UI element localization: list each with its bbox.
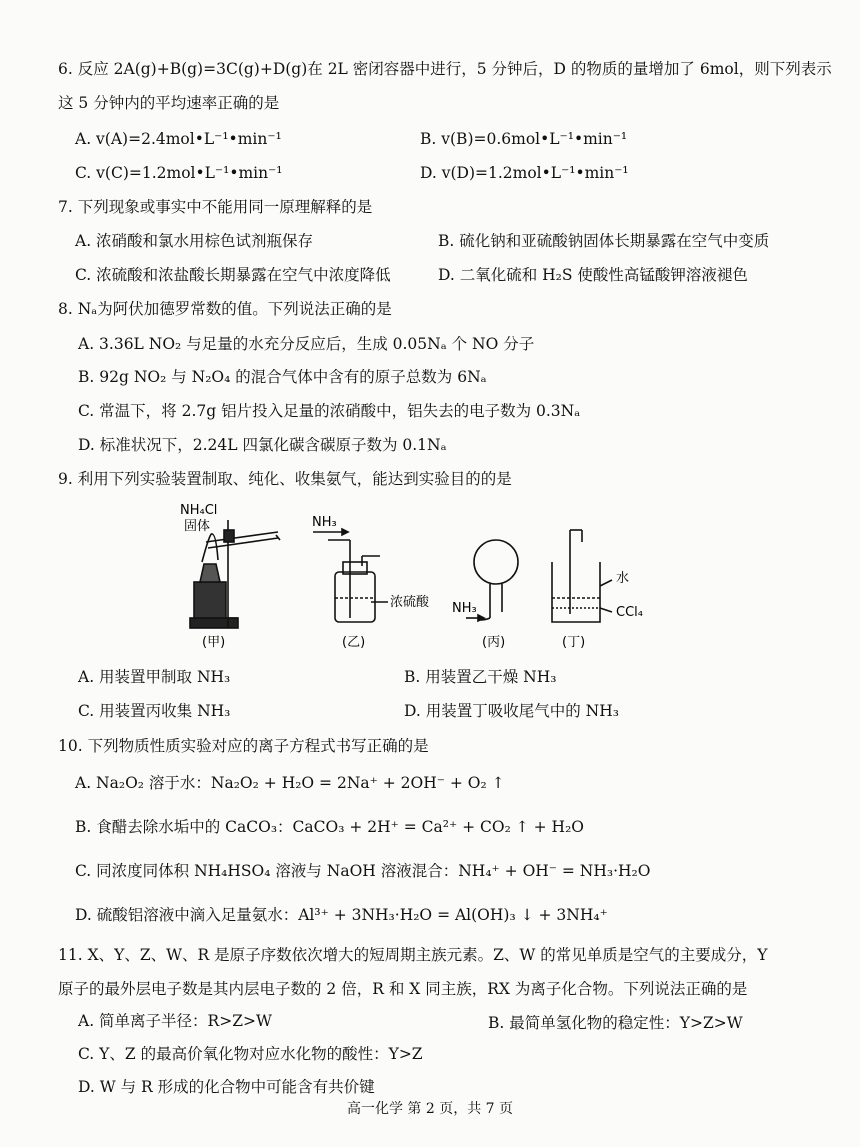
q11-stem-line1: 11. X、Y、Z、W、R 是原子序数依次增大的短周期主族元素。Z、W 的常见单质是空气的主要成分，Y xyxy=(58,946,768,964)
caption-c: (丙) xyxy=(482,635,506,650)
q6-stem-line1: 6. 反应 2A(g)+B(g)=3C(g)+D(g)在 2L 密闭容器中进行，5 分钟后，D 的物质的量增加了 6mol，则下列表示 xyxy=(58,60,832,78)
q11-option-d: D. W 与 R 形成的化合物中可能含有共价键 xyxy=(78,1078,375,1096)
q11-option-a: A. 简单离子半径：R>Z>W xyxy=(78,1012,272,1030)
apparatus-d-beaker xyxy=(552,530,612,622)
q10-stem: 10. 下列物质性质实验对应的离子方程式书写正确的是 xyxy=(58,737,429,755)
q10-option-a: A. Na₂O₂ 溶于水：Na₂O₂ + H₂O = 2Na⁺ + 2OH⁻ + O₂ ↑ xyxy=(75,774,505,792)
label-solid: 固体 xyxy=(184,519,211,534)
q8-option-a: A. 3.36L NO₂ 与足量的水充分反应后，生成 0.05Nₐ 个 NO 分子 xyxy=(78,335,535,353)
q7-option-c: C. 浓硫酸和浓盐酸长期暴露在空气中浓度降低 xyxy=(75,266,391,284)
q6-option-b: B. v(B)=0.6mol•L⁻¹•min⁻¹ xyxy=(420,130,628,148)
q10-option-b: B. 食醋去除水垢中的 CaCO₃：CaCO₃ + 2H⁺ = Ca²⁺ + CO₂ ↑ + H₂O xyxy=(75,818,584,836)
q6-option-c: C. v(C)=1.2mol•L⁻¹•min⁻¹ xyxy=(75,164,283,182)
label-acid: 浓硫酸 xyxy=(390,595,430,610)
apparatus-figure xyxy=(180,500,650,650)
q9-option-a: A. 用装置甲制取 NH₃ xyxy=(78,668,231,686)
q8-option-c: C. 常温下，将 2.7g 铝片投入足量的浓硝酸中，铝失去的电子数为 0.3Nₐ xyxy=(78,402,581,420)
q6-stem-line2: 这 5 分钟内的平均速率正确的是 xyxy=(58,94,280,112)
q7-option-d: D. 二氧化硫和 H₂S 使酸性高锰酸钾溶液褪色 xyxy=(438,266,748,284)
q7-stem: 7. 下列现象或事实中不能用同一原理解释的是 xyxy=(58,198,373,216)
label-nh4cl: NH₄Cl xyxy=(180,503,218,518)
label-nh3-b: NH₃ xyxy=(312,515,337,530)
q10-option-c: C. 同浓度同体积 NH₄HSO₄ 溶液与 NaOH 溶液混合：NH₄⁺ + OH⁻ = NH₃·H₂O xyxy=(75,862,651,880)
page-footer: 高一化学 第 2 页，共 7 页 xyxy=(346,1101,514,1117)
caption-a: (甲) xyxy=(202,635,226,650)
apparatus-a-heating xyxy=(190,520,280,628)
label-ccl4: CCl₄ xyxy=(616,605,643,620)
q7-option-b: B. 硫化钠和亚硫酸钠固体长期暴露在空气中变质 xyxy=(438,232,770,250)
caption-b: (乙) xyxy=(342,635,366,650)
label-nh3-c: NH₃ xyxy=(452,601,477,616)
q8-option-d: D. 标准状况下，2.24L 四氯化碳含碳原子数为 0.1Nₐ xyxy=(78,436,447,454)
q9-option-d: D. 用装置丁吸收尾气中的 NH₃ xyxy=(404,702,619,720)
apparatus-b-wash-bottle xyxy=(313,529,380,622)
q8-stem: 8. Nₐ为阿伏加德罗常数的值。下列说法正确的是 xyxy=(58,300,392,318)
q7-option-a: A. 浓硝酸和氯水用棕色试剂瓶保存 xyxy=(75,232,314,250)
q6-option-d: D. v(D)=1.2mol•L⁻¹•min⁻¹ xyxy=(420,164,629,182)
q9-stem: 9. 利用下列实验装置制取、纯化、收集氨气，能达到实验目的的是 xyxy=(58,470,512,488)
caption-d: (丁) xyxy=(562,635,586,650)
q6-option-a: A. v(A)=2.4mol•L⁻¹•min⁻¹ xyxy=(75,130,282,148)
q9-option-c: C. 用装置丙收集 NH₃ xyxy=(78,702,231,720)
q11-option-b: B. 最简单氢化物的稳定性：Y>Z>W xyxy=(488,1014,743,1032)
q9-option-b: B. 用装置乙干燥 NH₃ xyxy=(404,668,557,686)
q11-stem-line2: 原子的最外层电子数是其内层电子数的 2 倍，R 和 X 同主族，RX 为离子化合物。下列说法正确的是 xyxy=(58,980,748,998)
q8-option-b: B. 92g NO₂ 与 N₂O₄ 的混合气体中含有的原子总数为 6Nₐ xyxy=(78,368,487,386)
q10-option-d: D. 硫酸铝溶液中滴入足量氨水：Al³⁺ + 3NH₃·H₂O = Al(OH)₃ ↓ + 3NH₄⁺ xyxy=(75,906,608,924)
label-water: 水 xyxy=(616,571,630,586)
q11-option-c: C. Y、Z 的最高价氧化物对应水化物的酸性：Y>Z xyxy=(78,1045,423,1063)
